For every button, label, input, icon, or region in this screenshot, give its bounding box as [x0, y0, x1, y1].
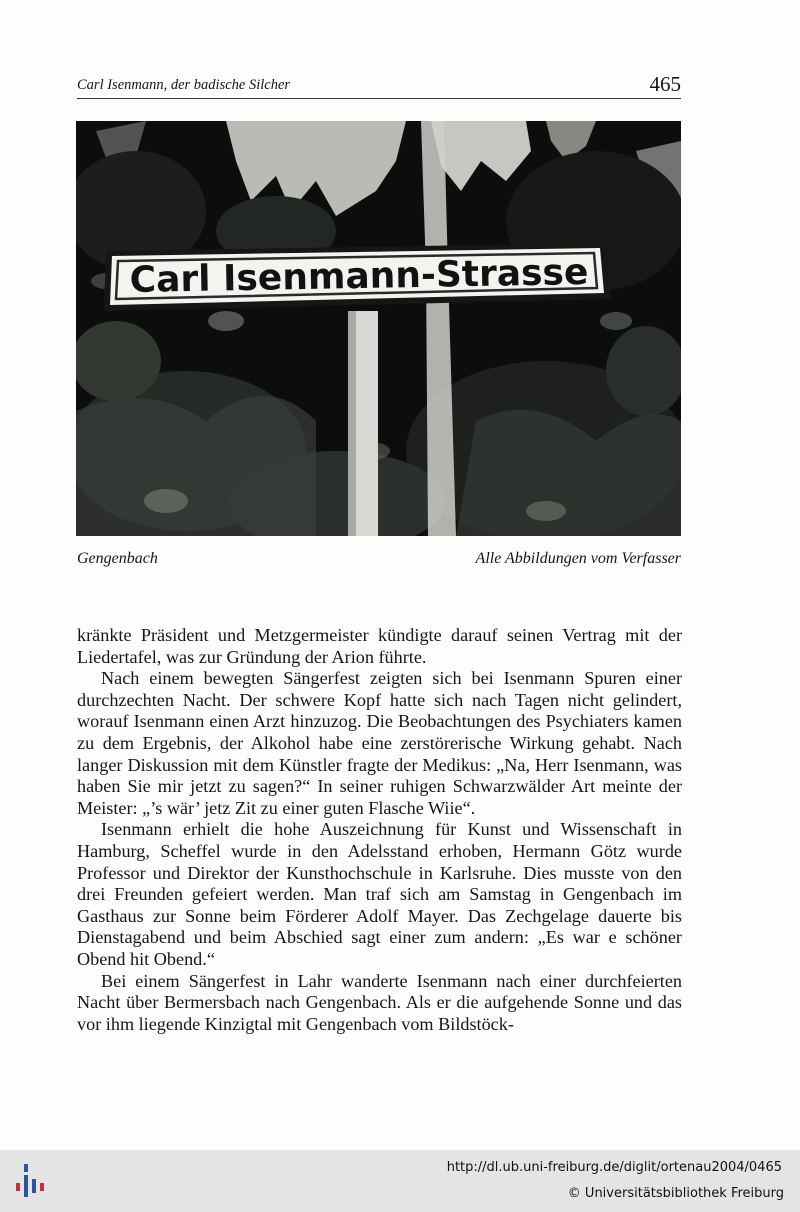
library-logo-icon	[10, 1161, 50, 1201]
paragraph: Isenmann erhielt die hohe Auszeichnung für Kunst und Wissenschaft in Hamburg, Scheffel wurde in den Adelsstand erhoben, Hermann Götz wurde Professor und Direktor der Kunsthochschule in Karlsruhe. Dies musste von den drei Freunden gefeiert werden. Man traf sich am Samstag in Gengenbach im Gasthaus zur Sonne beim Förderer Adolf Mayer. Das Zechgelage dauerte bis Dienstagabend und beim Abschied sagt einer zum andern: „Es war e schöner Obend hit Obend.“	[77, 819, 682, 969]
library-footer	[0, 1150, 800, 1212]
page-number: 465	[649, 72, 681, 96]
paragraph: kränkte Präsident und Metzgermeister kündigte darauf seinen Vertrag mit der Liedertafel, was zur Gründung der Arion führte.	[77, 625, 682, 667]
copyright-notice: © Universitätsbibliothek Freiburg	[567, 1186, 784, 1201]
caption-credit: Alle Abbildungen vom Verfasser	[475, 550, 681, 567]
source-url-link[interactable]: http://dl.ub.uni-freiburg.de/diglit/ortenau2004/0465	[446, 1160, 782, 1175]
running-title: Carl Isenmann, der badische Silcher	[77, 77, 291, 93]
paragraph: Nach einem bewegten Sängerfest zeigten sich bei Isenmann Spuren einer durchzechten Nacht. Der schwere Kopf hatte sich nach Tagen nicht gelindert, worauf Isenmann einen Arzt hinzuzog. Die Beobachtungen des Psychiaters kamen zu dem Ergebnis, der Alkohol habe eine zerstörerische Wirkung gehabt. Nach langer Diskussion mit dem Künstler fragte der Medikus: „Na, Herr Isenmann, was haben Sie mir jetzt zu sagen?“ In seiner ruhigen Schwarzwälder Art meinte der Meister: „’s wär’ jetz Zit zu einer guten Flasche Wiie“.	[77, 668, 682, 818]
sign-text: Carl Isenmann-Strasse	[129, 252, 589, 301]
body-text	[77, 625, 682, 1035]
street-sign-photo	[76, 121, 681, 536]
running-head	[77, 72, 681, 99]
street-sign	[104, 243, 611, 311]
paragraph: Bei einem Sängerfest in Lahr wanderte Isenmann nach einer durchfeierten Nacht über Bermersbach nach Gengenbach. Als er die aufgehende Sonne und das vor ihm liegende Kinzigtal mit Gengenbach vom Bildstöck-	[77, 970, 682, 1034]
caption-location: Gengenbach	[77, 550, 158, 567]
